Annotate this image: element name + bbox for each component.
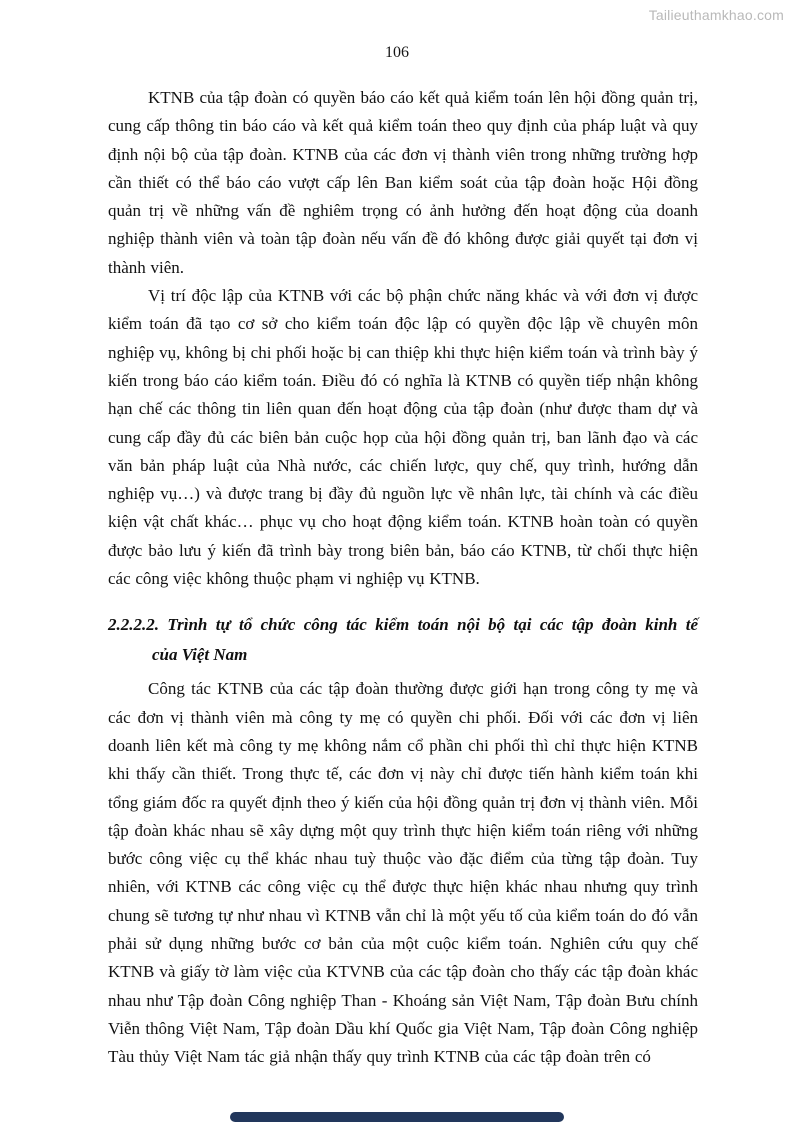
paragraph-2: Vị trí độc lập của KTNB với các bộ phận chức năng khác và với đơn vị được kiểm toán đã tạo cơ sở cho kiểm toán độc lập có quyền độc lập về chuyên môn nghiệp vụ, không bị chi phối hoặc bị can thiệp khi thực hiện kiểm toán và trình bày ý kiến trong báo cáo kiểm toán. Điều đó có nghĩa là KTNB có quyền tiếp nhận không hạn chế các thông tin liên quan đến hoạt động của tập đoàn (như được tham dự và cung cấp đầy đủ các biên bản cuộc họp của hội đồng quản trị, ban lãnh đạo và các văn bản pháp luật của Nhà nước, các chiến lược, quy chế, quy trình, hướng dẫn nghiệp vụ…) và được trang bị đầy đủ nguồn lực về nhân lực, tài chính và các điều kiện vật chất khác… phục vụ cho hoạt động kiểm toán. KTNB hoàn toàn có quyền được bảo lưu ý kiến đã trình bày trong biên bản, báo cáo KTNB, từ chối thực hiện các công việc không thuộc phạm vi nghiệp vụ KTNB. — [108, 286, 698, 589]
section-heading-line-2: của Việt Nam — [152, 645, 248, 665]
section-heading-line-1 — [108, 610, 698, 640]
paragraph-1: KTNB của tập đoàn có quyền báo cáo kết quả kiểm toán lên hội đồng quản trị, cung cấp thông tin báo cáo và kết quả kiểm toán theo quy định của pháp luật và quy định nội bộ của tập đoàn. KTNB của các đơn vị thành viên trong những trường hợp cần thiết có thể báo cáo vượt cấp lên Ban kiểm soát của tập đoàn hoặc Hội đồng quản trị về những vấn đề nghiêm trọng có ảnh hưởng đến hoạt động của doanh nghiệp thành viên và toàn tập đoàn nếu vấn đề đó không được giải quyết tại đơn vị thành viên. — [108, 88, 698, 277]
page-number: 106 — [385, 44, 409, 61]
section-heading — [108, 610, 698, 670]
paragraph-3: Công tác KTNB của các tập đoàn thường được giới hạn trong công ty mẹ và các đơn vị thành viên mà công ty mẹ có quyền chi phối. Đối với các đơn vị liên doanh liên kết mà công ty mẹ không nắm cổ phần chi phối thì chỉ thực hiện KTNB khi thấy cần thiết. Trong thực tế, các đơn vị này chỉ được tiến hành kiểm toán khi tổng giám đốc ra quyết định theo ý kiến của hội đồng quản trị đơn vị thành viên. Mỗi tập đoàn khác nhau sẽ xây dựng một quy trình thực hiện kiểm toán riêng với những bước công việc cụ thể khác nhau tuỳ thuộc vào đặc điểm của từng tập đoàn. Tuy nhiên, với KTNB các công việc cụ thể được thực hiện khác nhau nhưng quy trình chung sẽ tương tự như nhau vì KTNB vẫn chỉ là một yếu tố của kiểm toán do đó vẫn phải sử dụng những bước cơ bản của một cuộc kiểm toán. Nghiên cứu quy chế KTNB và giấy tờ làm việc của KTVNB của các tập đoàn cho thấy các tập đoàn khác nhau như Tập đoàn Công nghiệp Than - Khoáng sản Việt Nam, Tập đoàn Bưu chính Viễn thông Việt Nam, Tập đoàn Dầu khí Quốc gia Việt Nam, Tập đoàn Công nghiệp Tàu thủy Việt Nam tác giả nhận thấy quy trình KTNB của các tập đoàn trên có — [108, 679, 698, 1067]
page-bottom-bar — [230, 1112, 564, 1122]
section-heading-number: 2.2.2.2. — [108, 615, 159, 635]
text-column — [108, 84, 698, 1072]
site-watermark: Tailieuthamkhao.com — [648, 7, 784, 23]
section-heading-title: Trình tự tổ chức công tác kiểm toán nội bộ tại các tập đoàn kinh tế — [167, 615, 698, 635]
